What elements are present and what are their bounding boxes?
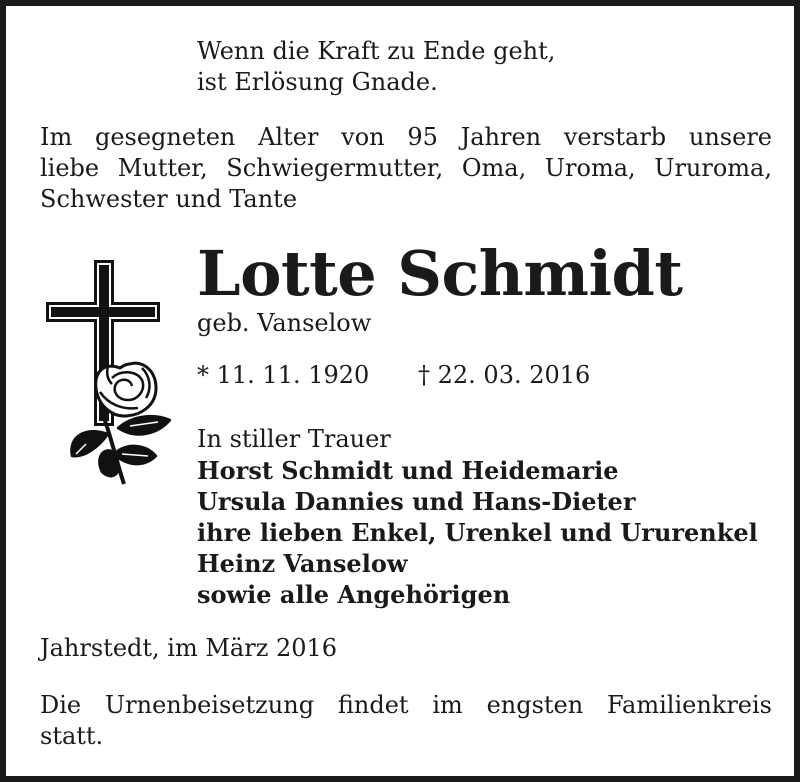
death-date: † 22. 03. 2016 xyxy=(418,361,591,389)
birth-date: * 11. 11. 1920 xyxy=(197,361,370,389)
quote-line-2: ist Erlösung Gnade. xyxy=(197,68,438,96)
mourner-entry: Ursula Dannies und Hans-Dieter xyxy=(197,487,636,516)
quote-line-1: Wenn die Kraft zu Ende geht, xyxy=(197,37,556,65)
quote xyxy=(197,36,555,98)
maiden-name: geb. Vanselow xyxy=(197,309,372,337)
mourner-entry: Heinz Vanselow xyxy=(197,549,408,578)
burial-line-1: Die Urnenbeisetzung findet im engsten Familienkreis xyxy=(40,691,772,719)
intro-line-1: Im gesegneten Alter von 95 Jahren verstarb unsere xyxy=(40,123,772,151)
mourner-entry: sowie alle Angehörigen xyxy=(197,580,511,609)
mourning-heading: In stiller Trauer xyxy=(197,425,391,453)
rose-icon xyxy=(71,363,170,484)
mourner-list xyxy=(197,455,758,610)
deceased-name: Lotte Schmidt xyxy=(197,237,683,310)
intro-line-3: Schwester und Tante xyxy=(40,185,298,213)
intro-text xyxy=(40,122,772,215)
burial-notice xyxy=(40,690,772,752)
mourner-entry: Horst Schmidt und Heidemarie xyxy=(197,456,619,485)
mourner-entry: ihre lieben Enkel, Urenkel und Ururenkel xyxy=(197,518,758,547)
burial-line-2: statt. xyxy=(40,722,104,750)
cross-and-rose-emblem xyxy=(46,258,176,490)
intro-line-2: liebe Mutter, Schwiegermutter, Oma, Uroma, Ururoma, xyxy=(40,154,772,182)
place-and-date: Jahrstedt, im März 2016 xyxy=(40,634,338,662)
